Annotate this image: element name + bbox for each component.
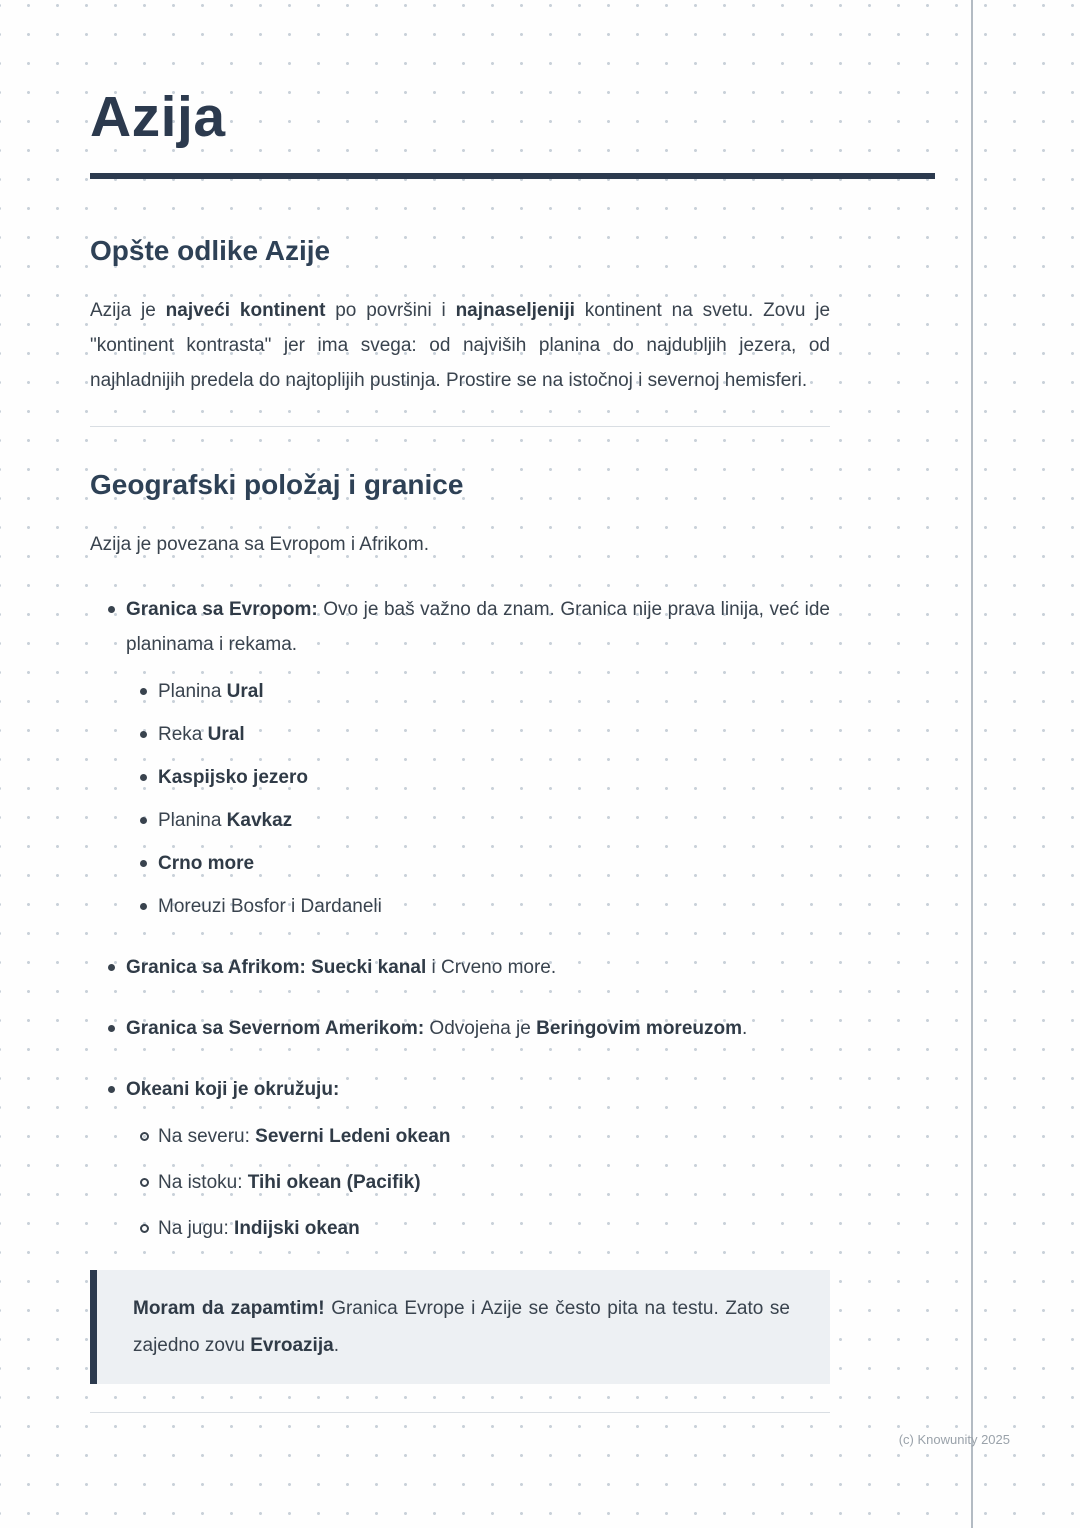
bullet-icon [140,860,147,867]
title-underline [90,173,935,179]
list-item-tihi-okean [90,1165,830,1200]
list-item-okeani [90,1072,830,1107]
list-item-text [158,803,830,838]
circle-bullet-icon [140,1224,149,1233]
callout-remember [90,1270,830,1384]
page-title: Azija [90,85,226,149]
list-item-planina-ural [90,674,830,709]
bullet-icon [140,817,147,824]
text-segment: Moreuzi Bosfor i Dardaneli [158,896,382,918]
text-segment: Planina [158,810,227,832]
copyright: (c) Knowunity 2025 [898,1432,1010,1447]
list-item-severni-ledeni [90,1119,830,1154]
bullet-icon [140,774,147,781]
text-segment-bold: Granica sa Evropom: [126,599,318,621]
text-segment-bold: najveći kontinent [165,299,326,321]
text-segment: Ovo je baš važno da znam. Granica nije prava linija, već ide planinama i rekama. [126,599,830,656]
page-edge-line [971,0,973,1528]
text-segment-bold: Severni Ledeni okean [255,1126,451,1148]
text-segment: Na severu: [158,1126,256,1148]
text-segment: Reka [158,724,208,746]
text-segment-bold: Ural [207,724,245,746]
list-item-crno-more [90,846,830,881]
text-segment-bold: Kavkaz [226,810,293,832]
section-heading-geo: Geografski položaj i granice [90,468,464,500]
list-item-text [126,1072,830,1107]
list-item-reka-ural [90,717,830,752]
bullet-icon [140,688,147,695]
bullet-icon [108,964,115,971]
text-segment-bold: Granica sa Severnom Amerikom: [126,1018,425,1040]
list-item-text [158,760,830,795]
bullet-icon [108,606,115,613]
list-item-granica-evropom [90,592,830,662]
bullet-icon [140,903,147,910]
list-item-text [126,592,830,662]
callout-text [133,1290,790,1364]
list-item-text [158,1119,830,1154]
list-item-text [158,717,830,752]
text-segment-bold: Granica sa Afrikom: Suecki kanal [126,957,427,979]
bottom-divider [90,1412,830,1413]
text-segment-bold: Indijski okean [234,1218,360,1240]
text-segment-bold: najnaseljeniji [455,299,575,321]
list-item-text [158,674,830,709]
list-item-text [158,1211,830,1246]
list-item-indijski-okean [90,1211,830,1246]
sublist-evropa-granica [90,674,830,924]
paragraph-general [90,293,830,398]
text-segment: Na jugu: [158,1218,235,1240]
text-segment: Na istoku: [158,1172,248,1194]
list-item-text [126,1011,830,1046]
notes-body [90,235,830,1413]
circle-bullet-icon [140,1178,149,1187]
text-segment-bold: Kaspijsko jezero [158,767,308,789]
text-segment-bold: Crno more [158,853,255,875]
list-item-text [158,1165,830,1200]
list-item-granica-afrikom [90,950,830,985]
text-segment-bold: Evroazija [250,1335,334,1357]
list-item-kaspijsko-jezero [90,760,830,795]
list-item-text [126,950,830,985]
text-segment: kontinent na svetu. Zovu je "kontinent kontrasta" jer ima svega: od najviših planina do najdubljih jezera, od najhladnijih predela do najtoplijih pustinja. Prostire se na istočnoj i severnoj hemisferi. [90,299,831,391]
text-segment: Azija je [90,299,166,321]
text-segment-bold: Ural [226,681,264,703]
list-item-moreuzi [90,889,830,924]
circle-bullet-icon [140,1132,149,1141]
text-segment-bold: Moram da zapamtim! [133,1298,325,1320]
text-segment: . [333,1335,339,1357]
text-segment: Odvojena je [424,1018,537,1040]
list-item-text [158,846,830,881]
bullet-icon [108,1025,115,1032]
list-item-planina-kavkaz [90,803,830,838]
section-heading-general: Opšte odlike Azije [90,234,331,266]
text-segment: i Crveno more. [426,957,557,979]
list-item-text [158,889,830,924]
text-segment: Planina [158,681,227,703]
text-segment: Granica Evrope i Azije se često pita na testu. Zato se zajedno zovu [133,1298,790,1357]
section-divider [90,426,830,427]
text-segment: . [742,1018,748,1040]
bullet-icon [108,1086,115,1093]
text-segment-bold: Beringovim moreuzom [536,1018,742,1040]
bullet-icon [140,731,147,738]
paragraph-geo-intro: Azija je povezana sa Evropom i Afrikom. [90,534,429,556]
text-segment: po površini i [325,299,456,321]
text-segment-bold: Okeani koji je okružuju: [126,1079,340,1101]
list-item-granica-amerikom [90,1011,830,1046]
text-segment-bold: Tihi okean (Pacifik) [247,1172,421,1194]
sublist-okeani [90,1119,830,1246]
content-area [90,86,935,1413]
